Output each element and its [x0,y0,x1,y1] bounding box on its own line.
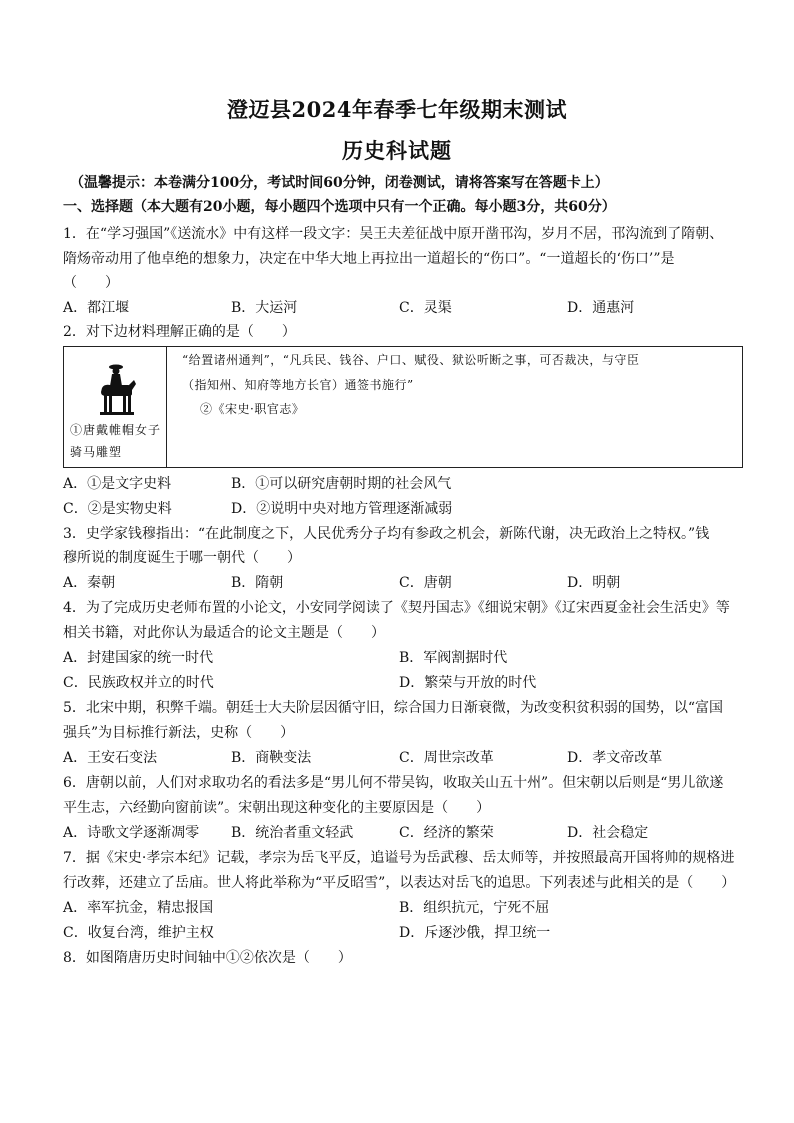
q2-option-d: D．②说明中央对地方管理逐渐减弱 [231,501,453,517]
q2-option-c: C．②是实物史料 [63,501,172,517]
q5-option-d: D．孝文帝改革 [567,750,663,766]
horse-rider-figure [94,362,138,418]
q6-option-a: A．诗歌文学逐渐凋零 [63,825,200,841]
q3-stem-line1: 3．史学家钱穆指出：“在此制度之下，人民优秀分子均有参政之机会，新陈代谢，决无政治上之特权。”钱 [63,526,710,542]
q4-option-c: C．民族政权并立的时代 [63,675,214,691]
q5-stem-line1: 5．北宋中期，积弊千端。朝廷士大夫阶层因循守旧，综合国力日渐衰微，为改变积贫积弱的国势，以“富国 [63,700,724,716]
q4-options-row1 [63,648,743,668]
q7-option-b: B．组织抗元，宁死不屈 [399,900,550,916]
q5-option-a: A．王安石变法 [63,750,158,766]
exam-notice: （温馨提示：本卷满分100分，考试时间60分钟，闭卷测试，请将答案写在答题卡上） [70,175,609,191]
section-heading: 一、选择题（本大题有20小题，每小题四个选项中只有一个正确。每小题3分，共60分） [63,199,616,215]
q8-stem: 8．如图隋唐历史时间轴中①②依次是（ ） [63,950,352,966]
q4-options-row2 [63,673,743,693]
q7-stem-line1: 7．据《宋史·孝宗本纪》记载，孝宗为岳飞平反，追谥号为岳武穆、岳太师等，并按照最高开国将帅的规格进 [63,850,735,866]
q2-option-b: B．①可以研究唐朝时期的社会风气 [231,476,452,492]
q1-stem-line3: （ ） [63,275,119,291]
q1-stem-line2: 隋炀帝动用了他卓绝的想象力，决定在中华大地上再拉出一道超长的“伤口”。“一道超长的‘伤口’”是 [63,251,675,267]
q2-quote-source: ②《宋史·职官志》 [200,402,305,416]
q7-stem-line2: 行改葬，还建立了岳庙。世人将此举称为“平反昭雪”，以表达对岳飞的追思。下列表述与此相关的是（ ） [63,875,736,891]
q7-options-row2 [63,923,743,943]
q3-option-d: D．明朝 [567,575,621,591]
q2-quote-line1: “给置诸州通判”，“凡兵民、钱谷、户口、赋役、狱讼听断之事，可否裁决，与守臣 [182,353,640,367]
q1-options [63,298,743,318]
q2-stem: 2．对下边材料理解正确的是（ ） [63,324,296,340]
q2-option-a: A．①是文字史料 [63,476,172,492]
q5-options [63,748,743,768]
q6-stem-line1: 6．唐朝以前，人们对求取功名的看法多是“男儿何不带吴钩，收取关山五十州”。但宋朝以后则是“男儿欲遂 [63,775,724,791]
q7-option-c: C．收复台湾，维护主权 [63,925,214,941]
q6-option-b: B．统治者重文轻武 [231,825,354,841]
exam-title: 澄迈县2024年春季七年级期末测试 [227,97,567,122]
q1-option-b: B．大运河 [231,300,298,316]
q3-option-a: A．秦朝 [63,575,116,591]
q3-option-b: B．隋朝 [231,575,284,591]
q4-option-a: A．封建国家的统一时代 [63,650,214,666]
q6-options [63,823,743,843]
q5-option-b: B．商鞅变法 [231,750,312,766]
q7-option-a: A．率军抗金，精忠报国 [63,900,214,916]
q2-quote-line2: （指知州、知府等地方长官）通签书施行” [182,378,414,392]
q4-stem-line1: 4．为了完成历史老师布置的小论文，小安同学阅读了《契丹国志》《细说宋朝》《辽宋西夏金社会生活史》等 [63,600,730,616]
figure-caption: ①唐戴帷帽女子骑马雕塑 [70,423,162,459]
q2-options-row1 [63,474,743,494]
q1-stem-line1: 1．在“学习强国”《送流水》中有这样一段文字：吴王夫差征战中原开凿邗沟，岁月不居，邗沟流到了隋朝、 [63,226,724,242]
q6-stem-line2: 平生志，六经勤向窗前读”。宋朝出现这种变化的主要原因是（ ） [63,800,491,816]
q3-stem-line2: 穆所说的制度诞生于哪一朝代（ ） [63,550,301,566]
q3-options [63,573,743,593]
q1-option-a: A．都江堰 [63,300,130,316]
q2-material-box [63,346,743,468]
q4-stem-line2: 相关书籍，对此你认为最适合的论文主题是（ ） [63,625,385,641]
q7-options-row1 [63,898,743,918]
q5-option-c: C．周世宗改革 [399,750,494,766]
q3-option-c: C．唐朝 [399,575,452,591]
q7-option-d: D．斥逐沙俄，捍卫统一 [399,925,551,941]
q1-option-d: D．通惠河 [567,300,635,316]
q2-options-row2 [63,499,743,519]
q5-stem-line2: 强兵”为目标推行新法，史称（ ） [63,725,295,741]
q4-option-d: D．繁荣与开放的时代 [399,675,537,691]
q6-option-c: C．经济的繁荣 [399,825,494,841]
q4-option-b: B．军阀割据时代 [399,650,508,666]
q6-option-d: D．社会稳定 [567,825,649,841]
subject-title: 历史科试题 [342,138,452,163]
q1-option-c: C．灵渠 [399,300,452,316]
box-divider [166,347,167,467]
